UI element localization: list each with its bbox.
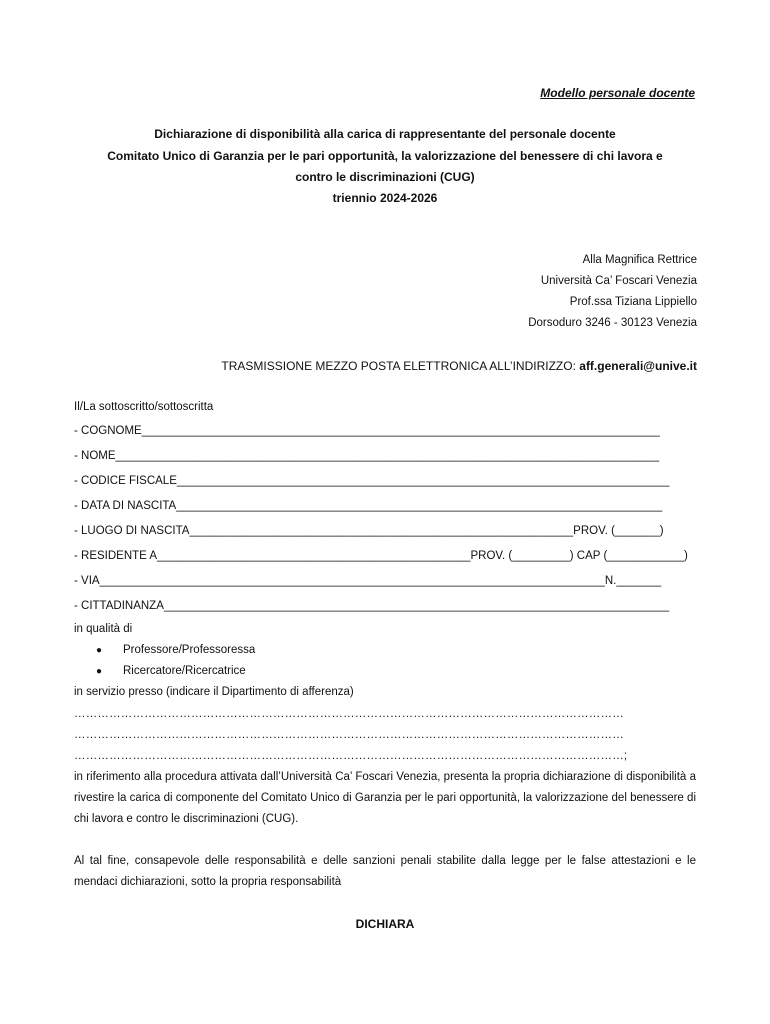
field-cittadinanza[interactable]: - CITTADINANZA_______________________________________________________________________________ [74, 600, 670, 612]
field-cognome[interactable]: - COGNOME_________________________________________________________________________________ [74, 425, 660, 437]
title-line-2: Comitato Unico di Garanzia per le pari opportunità, la valorizzazione del benessere di chi lavora e [107, 149, 663, 163]
bullet-icon: ● [96, 645, 103, 656]
field-nome[interactable]: - NOME_____________________________________________________________________________________ [74, 450, 660, 462]
title-line-4: triennio 2024-2026 [332, 191, 438, 205]
recipient-line-4: Dorsoduro 3246 - 30123 Venezia [528, 317, 697, 329]
field-codice-fiscale[interactable]: - CODICE FISCALE_____________________________________________________________________________ [74, 475, 670, 487]
field-luogo-nascita[interactable]: - LUOGO DI NASCITA____________________________________________________________PROV. (_______) [74, 525, 664, 537]
servizio-label: in servizio presso (indicare il Dipartimento di afferenza) [74, 686, 354, 698]
bullet-icon: ● [96, 666, 103, 677]
role-label: Ricercatore/Ricercatrice [123, 665, 246, 677]
title-line-3: contro le discriminazioni (CUG) [295, 170, 475, 184]
transmission-text: TRASMISSIONE MEZZO POSTA ELETTRONICA ALL’INDIRIZZO: [221, 359, 580, 373]
dotted-line-2[interactable]: …………………………………………………………………………………………………………………………… [74, 729, 624, 741]
title-line-1: Dichiarazione di disponibilità alla carica di rappresentante del personale docente [154, 127, 616, 141]
role-option[interactable] [96, 644, 255, 656]
dotted-line-3[interactable]: ……………………………………………………………………………………………………………………………; [74, 750, 628, 762]
model-label: Modello personale docente [540, 86, 695, 100]
paragraph-riferimento: in riferimento alla procedura attivata dall’Università Ca’ Foscari Venezia, presenta la propria dichiarazione di disponibilità a rivestire la carica di componente del Comitato Unico di Garanzia per le pari opportunità, la valorizzazione del benessere di chi lavora e contro le discriminazioni (CUG). [74, 771, 696, 825]
field-via[interactable]: - VIA_______________________________________________________________________________N._______ [74, 575, 662, 587]
transmission-email[interactable]: aff.generali@unive.it [579, 359, 697, 373]
role-option[interactable] [96, 665, 246, 677]
recipient-line-1: Alla Magnifica Rettrice [582, 254, 697, 266]
recipient-line-2: Università Ca’ Foscari Venezia [540, 275, 697, 287]
role-label: Professore/Professoressa [123, 644, 256, 656]
form-intro: Il/La sottoscritto/sottoscritta [74, 401, 214, 413]
field-residente[interactable]: - RESIDENTE A_________________________________________________PROV. (_________) CAP (____________) [74, 550, 688, 562]
transmission-line [221, 359, 697, 373]
dichiara-heading: DICHIARA [355, 917, 415, 931]
paragraph-consapevole: Al tal fine, consapevole delle responsabilità e delle sanzioni penali stabilite dalla legge per le false attestazioni e le mendaci dichiarazioni, sotto la propria responsabilità [74, 855, 696, 888]
qualita-label: in qualità di [74, 623, 133, 635]
dotted-line-1[interactable]: …………………………………………………………………………………………………………………………… [74, 708, 624, 720]
recipient-line-3: Prof.ssa Tiziana Lippiello [569, 296, 697, 308]
field-data-nascita[interactable]: - DATA DI NASCITA____________________________________________________________________________ [74, 500, 663, 512]
